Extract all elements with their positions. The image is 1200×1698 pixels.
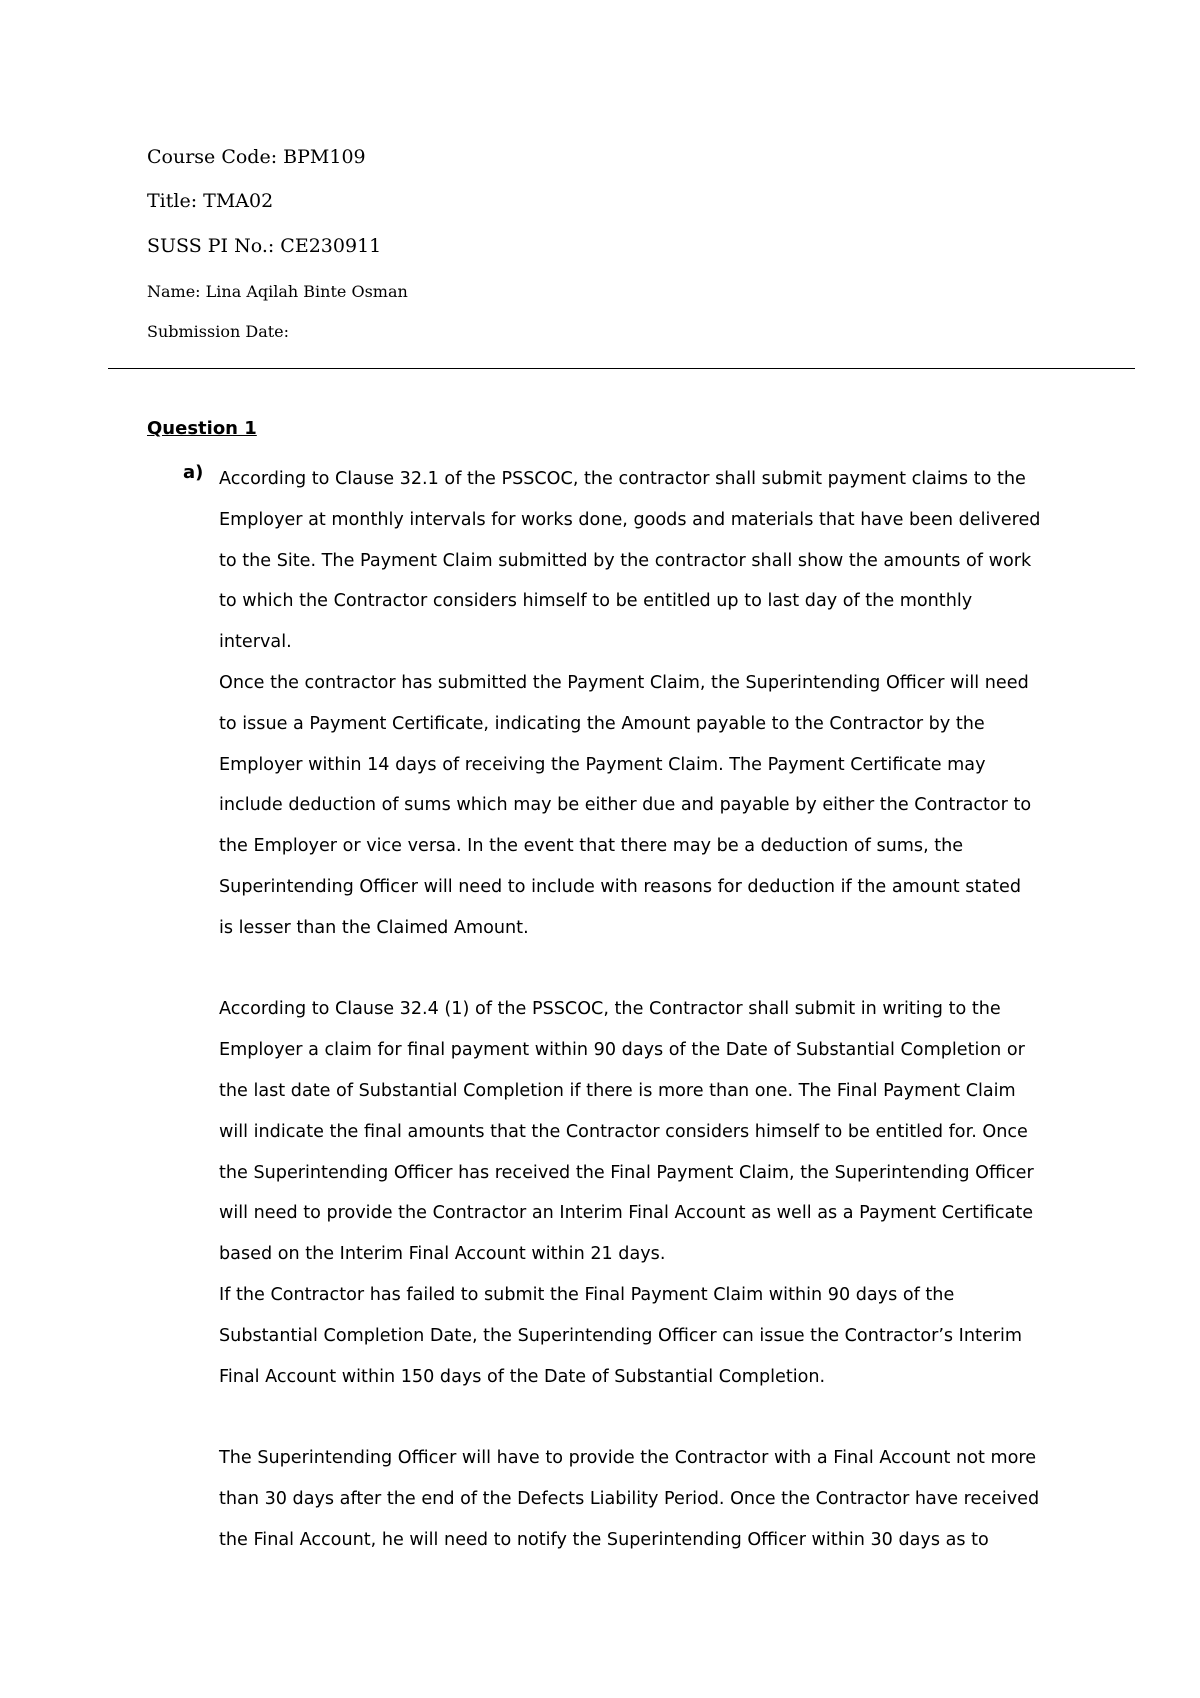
text-line: will indicate the final amounts that the Contractor considers himself to be entitled for. Once [219,1121,1028,1142]
item-marker: a) [183,462,204,483]
paragraph-gap [219,1397,1099,1438]
text-line: the last date of Substantial Completion if there is more than one. The Final Payment Claim [219,1080,1016,1101]
text-line: Employer a claim for final payment within 90 days of the Date of Substantial Completion or [219,1040,1025,1061]
text-line: than 30 days after the end of the Defects Liability Period. Once the Contractor have received [219,1488,1040,1509]
header-divider [108,368,1135,369]
text-line: the Superintending Officer has received the Final Payment Claim, the Superintending Officer [219,1162,1034,1183]
document-title: Title: TMA02 [147,190,274,212]
student-name: Name: Lina Aqilah Binte Osman [147,282,408,301]
text-line: to which the Contractor considers himself to be entitled up to last day of the monthly [219,591,973,612]
text-line: to the Site. The Payment Claim submitted by the contractor shall show the amounts of work [219,550,1032,571]
course-code: Course Code: BPM109 [147,146,366,168]
submission-date: Submission Date: [147,322,290,341]
text-line: based on the Interim Final Account within 21 days. [219,1244,666,1265]
text-line: Superintending Officer will need to include with reasons for deduction if the amount stated [219,876,1022,897]
text-line: According to Clause 32.1 of the PSSCOC, the contractor shall submit payment claims to the [219,469,1026,489]
text-line: Substantial Completion Date, the Superintending Officer can issue the Contractor’s Interim [219,1325,1023,1346]
paragraph-gap [219,949,1099,990]
text-line: If the Contractor has failed to submit the Final Payment Claim within 90 days of the [219,1284,955,1305]
text-line: will need to provide the Contractor an Interim Final Account as well as a Payment Certificate [219,1203,1034,1224]
pi-number: SUSS PI No.: CE230911 [147,235,382,257]
text-line: interval. [219,632,292,653]
text-line: According to Clause 32.4 (1) of the PSSCOC, the Contractor shall submit in writing to the [219,999,1001,1020]
text-line: Final Account within 150 days of the Date of Substantial Completion. [219,1366,826,1387]
text-line: the Employer or vice versa. In the event that there may be a deduction of sums, the [219,836,964,857]
text-line: The Superintending Officer will have to provide the Contractor with a Final Account not more [219,1448,1037,1469]
answer-body [219,459,1099,1561]
text-line: Employer within 14 days of receiving the Payment Claim. The Payment Certificate may [219,754,986,775]
text-line: Employer at monthly intervals for works done, goods and materials that have been delivered [219,509,1041,530]
text-line: to issue a Payment Certificate, indicating the Amount payable to the Contractor by the [219,713,985,734]
text-line: include deduction of sums which may be either due and payable by either the Contractor to [219,795,1032,816]
text-line: the Final Account, he will need to notify the Superintending Officer within 30 days as to [219,1529,989,1550]
question-heading: Question 1 [147,418,257,439]
text-line: is lesser than the Claimed Amount. [219,917,529,938]
text-line: Once the contractor has submitted the Payment Claim, the Superintending Officer will need [219,672,1029,693]
